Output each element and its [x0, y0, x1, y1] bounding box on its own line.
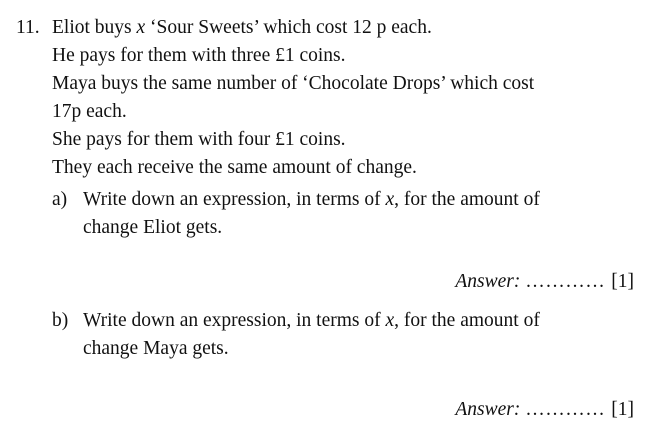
part-a-line-1-a: Write down an expression, in terms of: [83, 189, 386, 210]
part-b-answer-line: [455, 398, 634, 422]
stem-line-1-b: ‘Sour Sweets’ which cost 12 p each.: [145, 17, 432, 38]
part-a-answer-label: Answer:: [455, 271, 521, 292]
stem-line-1-a: Eliot buys: [52, 17, 137, 38]
stem-line-5: She pays for them with four £1 coins.: [52, 129, 346, 150]
stem-line-6: They each receive the same amount of change.: [52, 157, 417, 178]
part-b-answer-label: Answer:: [455, 399, 521, 420]
stem-line-3: Maya buys the same number of ‘Chocolate Drops’ which cost: [52, 73, 535, 94]
part-b-label: b): [52, 310, 69, 331]
part-a-line-1-b: , for the amount of: [394, 189, 540, 210]
part-b-marks: [1]: [611, 399, 634, 420]
part-b-variable-x: x: [385, 310, 395, 331]
part-b-line-2: change Maya gets.: [83, 338, 229, 359]
part-a-answer-blank[interactable]: …………: [525, 271, 606, 292]
part-b-line-1: [83, 309, 540, 333]
part-a-variable-x: x: [385, 189, 395, 210]
stem-variable-x: x: [136, 17, 146, 38]
stem-line-4: 17p each.: [52, 101, 127, 122]
part-a-label: a): [52, 189, 68, 210]
stem-line-1: [52, 16, 432, 40]
part-b-line-1-b: , for the amount of: [394, 310, 540, 331]
part-b-line-1-a: Write down an expression, in terms of: [83, 310, 386, 331]
part-a-marks: [1]: [611, 271, 634, 292]
stem-line-2: He pays for them with three £1 coins.: [52, 45, 346, 66]
part-b-answer-blank[interactable]: …………: [525, 399, 606, 420]
question-number: 11.: [16, 17, 40, 38]
part-a-line-2: change Eliot gets.: [83, 217, 223, 238]
part-a-answer-line: [455, 270, 634, 294]
part-a-line-1: [83, 188, 540, 212]
